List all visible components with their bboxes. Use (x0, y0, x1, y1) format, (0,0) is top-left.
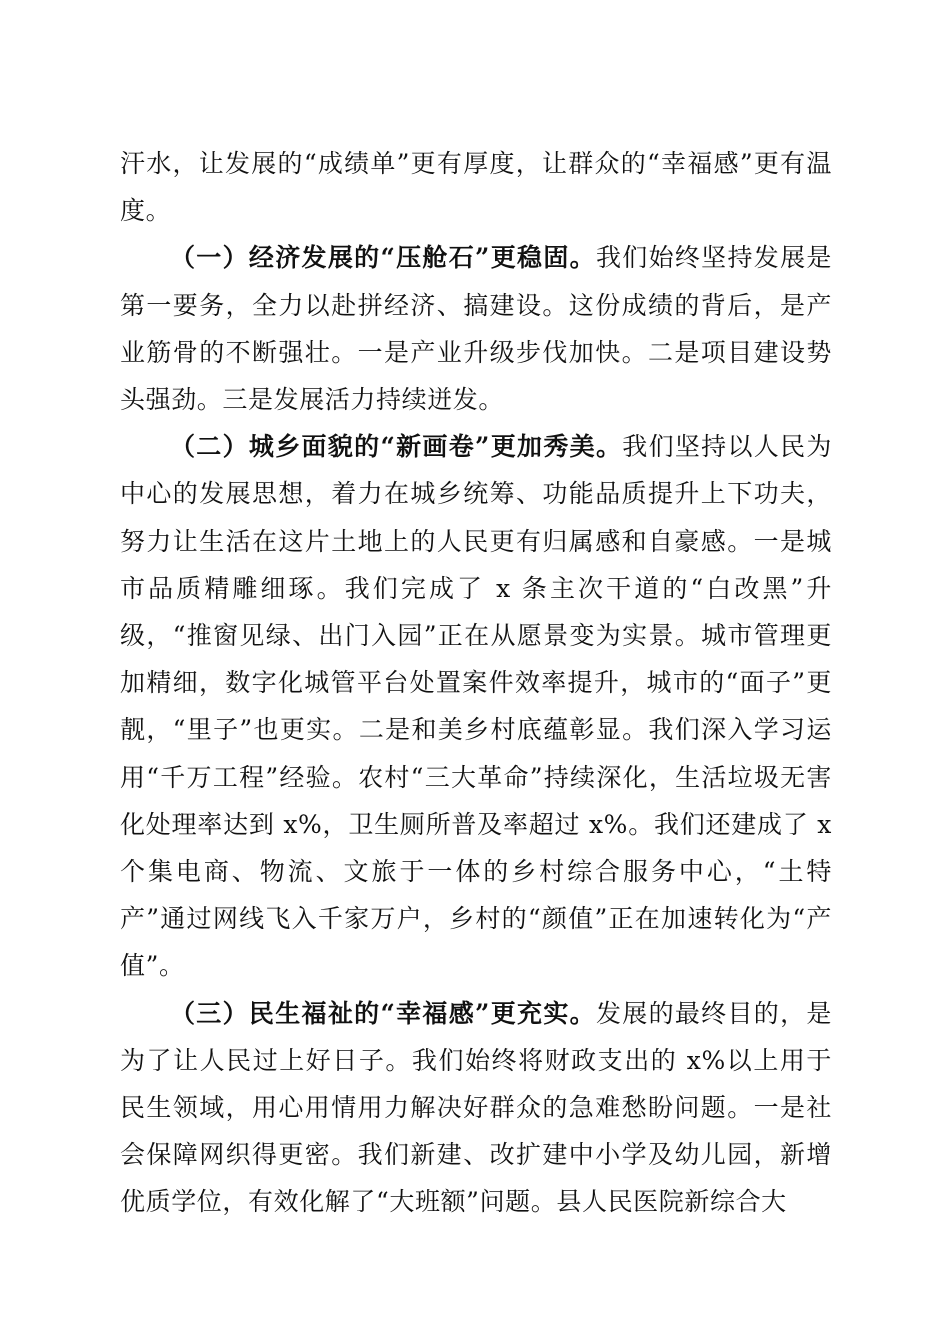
paragraph-economy (120, 234, 832, 423)
paragraph-text: 我们坚持以人民为中心的发展思想，着力在城乡统筹、功能品质提升上下功夫，努力让生活在这片土地上的人民更有归属感和自豪感。一是城市品质精雕细琢。我们完成了 x 条主次干道的“白改黑”升级，“推窗见绿、出门入园”正在从愿景变为实景。城市管理更加精细，数字化城管平台处置案件效率提升，城市的“面子”更靓，“里子”也更实。二是和美乡村底蕴彰显。我们深入学习运用“千万工程”经验。农村“三大革命”持续深化，生活垃圾无害化处理率达到 x%，卫生厕所普及率超过 x%。我们还建成了 x 个集电商、物流、文旅于一体的乡村综合服务中心，“土特产”通过网线飞入千家万户，乡村的“颜值”正在加速转化为“产值”。 (120, 432, 833, 981)
section-heading-economy: （一）经济发展的“压舱石”更稳固。 (170, 243, 596, 273)
section-heading-livelihood: （三）民生福祉的“幸福感”更充实。 (170, 998, 596, 1028)
document-body (120, 140, 832, 1226)
paragraph-urban-rural (120, 423, 832, 989)
section-heading-urban-rural: （二）城乡面貌的“新画卷”更加秀美。 (170, 432, 623, 462)
paragraph-livelihood (120, 990, 832, 1226)
paragraph-text: 汗水，让发展的“成绩单”更有厚度，让群众的“幸福感”更有温度。 (120, 149, 832, 226)
paragraph-text: 我们始终坚持发展是第一要务，全力以赴拼经济、搞建设。这份成绩的背后，是产业筋骨的不断强壮。一是产业升级步伐加快。二是项目建设势头强劲。三是发展活力持续迸发。 (120, 243, 832, 415)
paragraph-text: 发展的最终目的，是为了让人民过上好日子。我们始终将财政支出的 x%以上用于民生领域，用心用情用力解决好群众的急难愁盼问题。一是社会保障网织得更密。我们新建、改扩建中小学及幼儿园，新增优质学位，有效化解了“大班额”问题。县人民医院新综合大 (120, 998, 832, 1217)
paragraph-continuation (120, 140, 832, 234)
